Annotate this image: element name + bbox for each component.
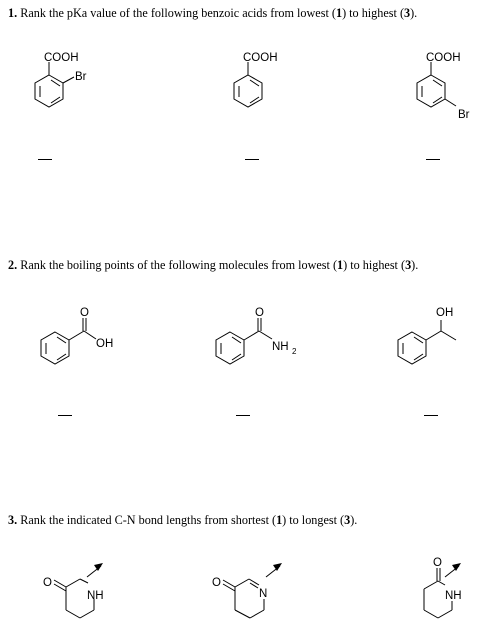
carboxyl-label: COOH (243, 52, 278, 64)
question-dot: . (14, 258, 18, 272)
rank-high: 3 (404, 6, 411, 20)
question-number: 1 (8, 6, 15, 20)
question-number: 3 (8, 513, 15, 527)
amine-label: NH (272, 341, 289, 353)
carboxyl-label: COOH (426, 52, 461, 64)
rank-high: 3 (344, 513, 351, 527)
rank-low: 1 (276, 513, 283, 527)
question-text-c: ). (411, 258, 419, 272)
arrow-icon (452, 563, 461, 571)
hydroxyl-label: OH (436, 307, 454, 319)
question-text-a: Rank the boiling points of the following molecules from lowest ( (20, 258, 338, 272)
question-text-b: ) to highest ( (342, 6, 405, 20)
rank-low: 1 (337, 258, 344, 272)
hydroxyl-label: OH (96, 338, 114, 350)
question-dot: . (14, 513, 18, 527)
question-text-a: Rank the pKa value of the following benzoic acids from lowest ( (20, 6, 336, 20)
question-text-c: ). (350, 513, 358, 527)
carbonyl-oxygen-label: O (433, 557, 442, 569)
question-text-b: ) to longest ( (282, 513, 345, 527)
amine-subscript: 2 (292, 347, 297, 356)
imine-n-label: N (259, 588, 268, 600)
question-number: 2 (8, 258, 15, 272)
amine-nh-label: NH (87, 590, 104, 602)
carboxyl-label: COOH (44, 52, 79, 64)
question-text-b: ) to highest ( (343, 258, 406, 272)
bromo-label: Br (75, 71, 87, 83)
carbonyl-oxygen-label: O (80, 307, 89, 319)
carbonyl-oxygen-label: O (255, 307, 264, 319)
rank-high: 3 (405, 258, 412, 272)
carbonyl-oxygen-label: O (212, 577, 221, 589)
question-dot: . (14, 6, 18, 20)
amide-nh-label: NH (445, 590, 462, 602)
bromo-label: Br (458, 109, 470, 121)
question-text-c: ). (410, 6, 418, 20)
rank-low: 1 (335, 6, 343, 20)
carbonyl-oxygen-label: O (43, 577, 52, 589)
question-text-a: Rank the indicated C-N bond lengths from shortest ( (20, 513, 277, 527)
